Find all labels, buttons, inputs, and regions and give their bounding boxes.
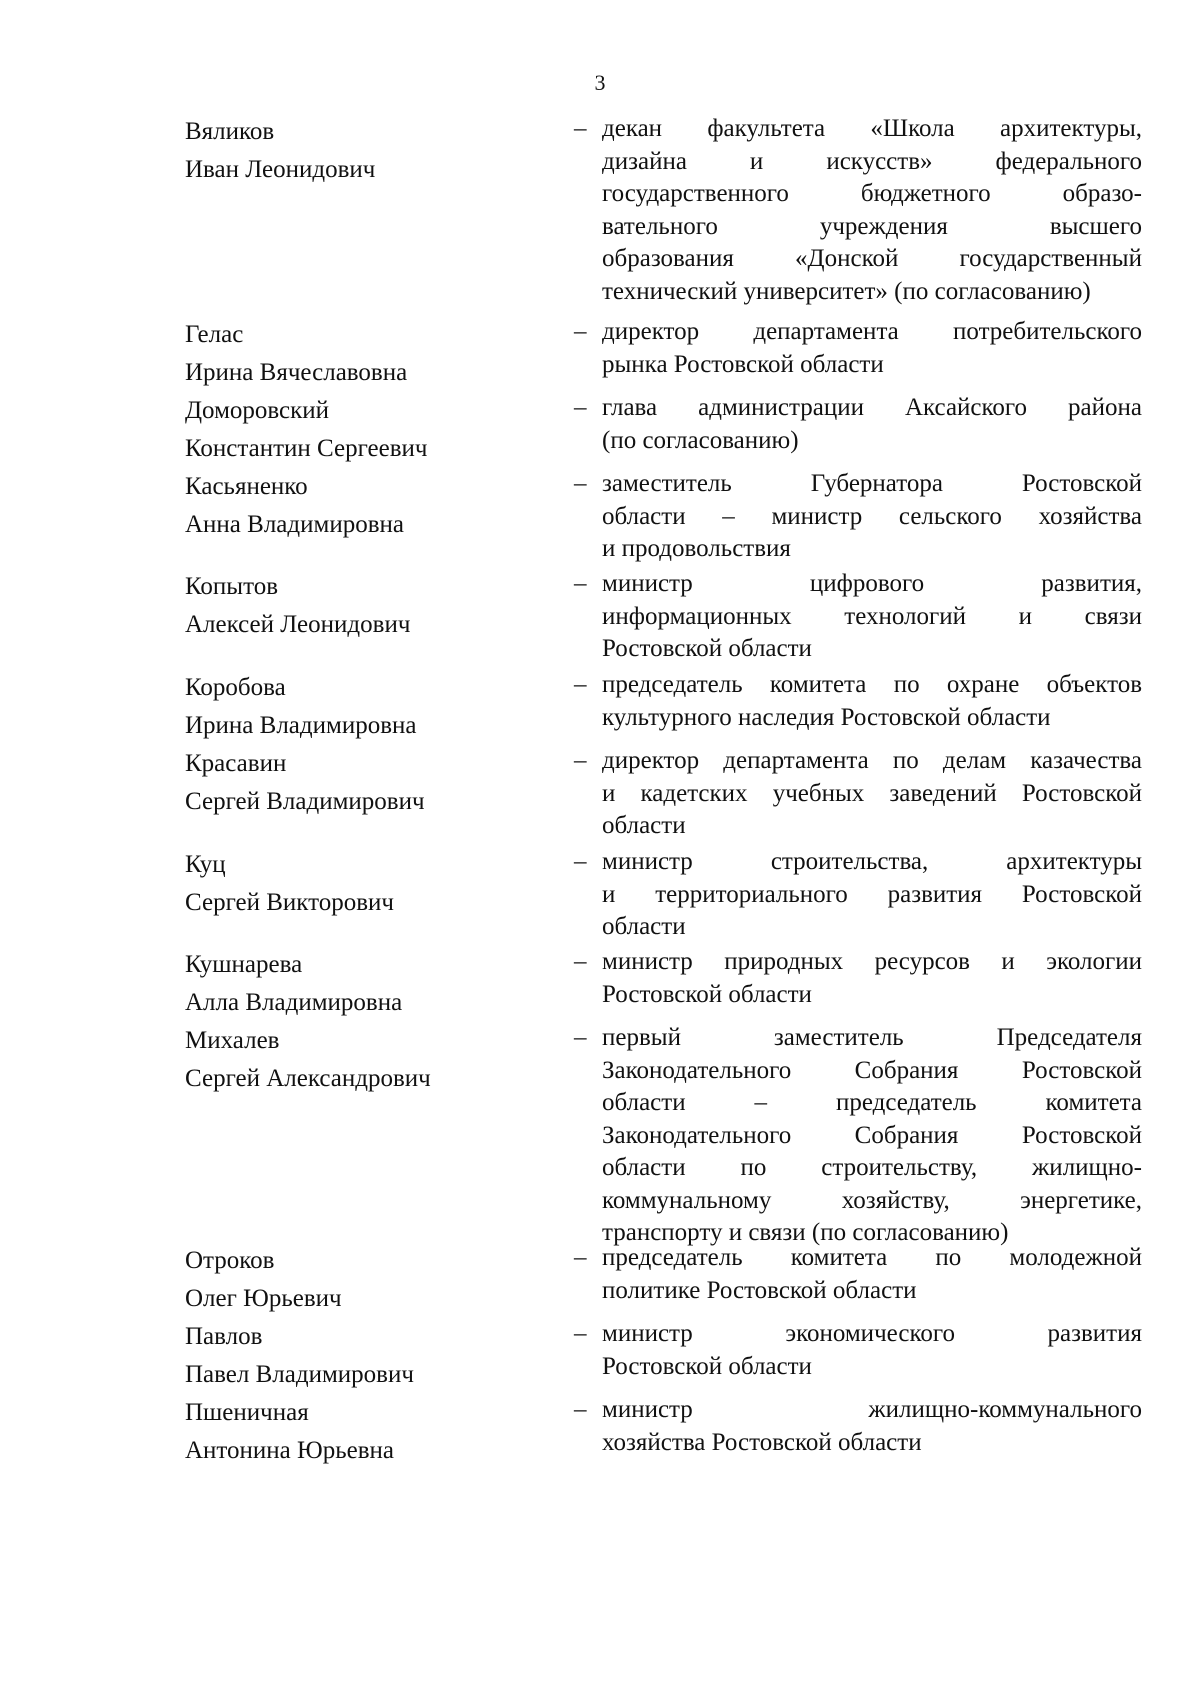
member-surname: Павлов [185, 1323, 263, 1350]
position-line: и кадетских учебных заведений Ростовской [602, 779, 1142, 807]
member-name [185, 113, 515, 189]
position-line: политике Ростовской области [602, 1276, 917, 1304]
member-position [602, 316, 1142, 381]
member-surname: Гелас [185, 321, 244, 348]
member-name [185, 568, 515, 644]
entry-dash: – [574, 394, 587, 421]
member-given-names: Иван Леонидович [185, 156, 376, 183]
position-line: коммунальному хозяйству, энергетике, [602, 1186, 1142, 1214]
position-line: председатель комитета по молодежной [602, 1244, 1142, 1271]
member-name [185, 745, 515, 821]
member-surname: Пшеничная [185, 1399, 309, 1426]
entry-dash: – [574, 948, 587, 975]
position-line: области [602, 812, 686, 839]
member-position [602, 568, 1142, 666]
member-surname: Копытов [185, 573, 279, 600]
position-line: дизайна и искусств» федерального [602, 147, 1142, 175]
member-name [185, 669, 515, 745]
position-line: культурного наследия Ростовской области [602, 703, 1051, 731]
position-line: информационных технологий и связи [602, 602, 1142, 630]
member-given-names: Алла Владимировна [185, 989, 403, 1016]
position-line: вательного учреждения высшего [602, 212, 1142, 240]
position-line: и территориального развития Ростовской [602, 880, 1142, 908]
member-position [602, 745, 1142, 843]
position-line: и продовольствия [602, 535, 791, 562]
member-given-names: Константин Сергеевич [185, 435, 428, 462]
member-name [185, 316, 515, 392]
position-line: Законодательного Собрания Ростовской [602, 1121, 1142, 1149]
member-given-names: Сергей Владимирович [185, 788, 425, 815]
member-given-names: Павел Владимирович [185, 1361, 414, 1388]
position-line: министр жилищно-коммунального [602, 1396, 1142, 1423]
position-line: первый заместитель Председателя [602, 1024, 1142, 1051]
position-line: технический университет» (по согласованию) [602, 277, 1091, 305]
entry-dash: – [574, 318, 587, 345]
member-position [602, 946, 1142, 1011]
position-line: Ростовской области [602, 1352, 812, 1380]
member-given-names: Ирина Вячеславовна [185, 359, 408, 386]
entry-dash: – [574, 848, 587, 875]
position-line: области по строительству, жилищно- [602, 1154, 1142, 1181]
member-given-names: Алексей Леонидович [185, 611, 411, 638]
member-position [602, 392, 1142, 457]
member-name [185, 468, 515, 544]
entry-dash: – [574, 1320, 587, 1347]
member-position [602, 1318, 1142, 1383]
position-line: рынка Ростовской области [602, 350, 884, 378]
member-name [185, 1318, 515, 1394]
entry-dash: – [574, 1024, 587, 1051]
position-line: министр цифрового развития, [602, 570, 1142, 597]
member-name [185, 846, 515, 922]
member-name [185, 1242, 515, 1318]
entry-dash: – [574, 570, 587, 597]
position-line: декан факультета «Школа архитектуры, [602, 115, 1142, 142]
position-line: заместитель Губернатора Ростовской [602, 470, 1142, 497]
position-line: министр природных ресурсов и экологии [602, 948, 1142, 975]
entry-dash: – [574, 747, 587, 774]
position-line: Ростовской области [602, 635, 812, 662]
position-line: области – председатель комитета [602, 1089, 1142, 1116]
member-given-names: Ирина Владимировна [185, 712, 417, 739]
member-given-names: Сергей Викторович [185, 889, 394, 916]
entry-dash: – [574, 671, 587, 698]
entry-dash: – [574, 1244, 587, 1271]
entry-dash: – [574, 470, 587, 497]
member-given-names: Сергей Александрович [185, 1065, 431, 1092]
member-surname: Куц [185, 851, 226, 878]
member-surname: Красавин [185, 750, 287, 777]
position-line: государственного бюджетного образо- [602, 180, 1142, 207]
position-line: председатель комитета по охране объектов [602, 671, 1142, 698]
position-line: директор департамента по делам казачества [602, 747, 1142, 774]
member-surname: Касьяненко [185, 473, 308, 500]
position-line: министр экономического развития [602, 1320, 1142, 1347]
page-number: 3 [594, 70, 606, 95]
member-surname: Отроков [185, 1247, 275, 1274]
member-position [602, 669, 1142, 734]
entry-dash: – [574, 1396, 587, 1423]
position-line: Законодательного Собрания Ростовской [602, 1056, 1142, 1084]
member-position [602, 1394, 1142, 1459]
member-surname: Вяликов [185, 118, 275, 145]
entry-dash: – [574, 115, 587, 142]
position-line: министр строительства, архитектуры [602, 848, 1142, 875]
member-surname: Михалев [185, 1027, 280, 1054]
member-name [185, 1394, 515, 1470]
member-given-names: Олег Юрьевич [185, 1285, 342, 1312]
member-surname: Коробова [185, 674, 286, 701]
position-line: области [602, 913, 686, 940]
member-position [602, 468, 1142, 566]
position-line: хозяйства Ростовской области [602, 1428, 922, 1456]
position-line: (по согласованию) [602, 426, 799, 454]
member-given-names: Антонина Юрьевна [185, 1437, 394, 1464]
position-line: глава администрации Аксайского района [602, 394, 1142, 421]
member-position [602, 113, 1142, 308]
position-line: Ростовской области [602, 980, 812, 1008]
member-name [185, 392, 515, 468]
position-line: области – министр сельского хозяйства [602, 502, 1142, 530]
member-position [602, 1022, 1142, 1250]
member-given-names: Анна Владимировна [185, 511, 404, 538]
member-name [185, 946, 515, 1022]
position-line: директор департамента потребительского [602, 318, 1142, 345]
member-surname: Кушнарева [185, 951, 303, 978]
member-name [185, 1022, 515, 1098]
member-position [602, 846, 1142, 944]
member-surname: Доморовский [185, 397, 330, 424]
position-line: образования «Донской государственный [602, 245, 1142, 272]
position-line: транспорту и связи (по согласованию) [602, 1219, 1009, 1246]
member-position [602, 1242, 1142, 1307]
